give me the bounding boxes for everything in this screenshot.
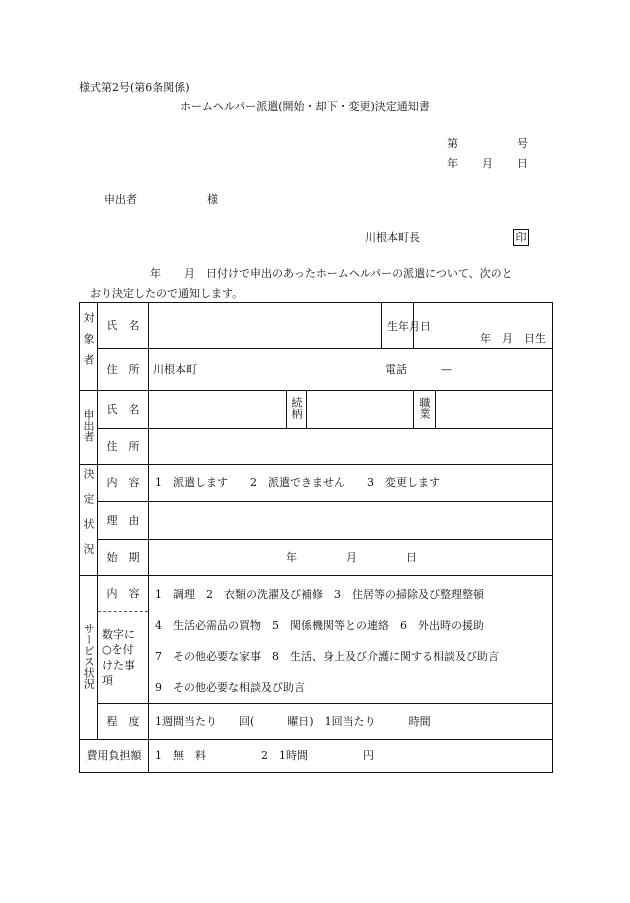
decision-options[interactable]: 1 派遣します 2 派遣できません 3 変更します [149,465,553,502]
birthdate-label: 生年月日 [387,320,431,333]
period-field[interactable] [149,540,553,576]
degree-field[interactable]: 1週間当たり 回( 曜日) 1回当たり 時間 [149,704,553,740]
seal-mark: 印 [513,229,529,246]
cost-label: 費用負担額 [80,740,149,773]
section-service-text: サービス状況 [82,622,96,689]
section-decision [80,465,98,576]
phone-dash: — [441,363,452,376]
applicant-name-field[interactable] [149,391,287,429]
relation-label-text: 続柄 [290,396,303,419]
occupation-label-text: 職業 [418,396,432,419]
target-address-field[interactable] [149,349,553,391]
degree-label: 程 度 [98,704,149,740]
date-year: 年 [447,157,458,170]
decision-form-table [79,302,553,773]
service-content-label: 内 容 [98,576,149,612]
doc-number-go: 号 [517,137,528,150]
applicant-name-label: 氏 名 [98,391,149,429]
relation-label [287,391,307,429]
reason-label: 理 由 [98,502,149,540]
birthdate-field[interactable] [414,303,553,349]
period-month: 月 [346,551,357,564]
service-line-1: 1 調理 2 衣類の洗濯及び補修 3 住居等の掃除及び整理整頓 [155,588,484,601]
occupation-field[interactable] [436,391,553,429]
service-line-2: 4 生活必需品の買物 5 関係機関等との連絡 6 外出時の援助 [155,619,484,632]
birthdate-divider [381,303,382,348]
service-line-3: 7 その他必要な家事 8 生活、身上及び介護に関する相談及び助言 [155,650,499,663]
addressee-label: 申出者 [104,193,137,206]
decision-content-label: 内 容 [98,465,149,502]
service-items[interactable] [149,576,553,704]
doc-number-dai: 第 [447,137,458,150]
occupation-label [414,391,436,429]
section-service [80,576,98,740]
form-number: 様式第2号(第6条関係) [79,81,190,94]
section-decision-text: 決定状況 [82,468,95,569]
address-value: 川根本町 [153,363,197,376]
section-applicant [80,391,98,465]
phone-label: 電話 [385,363,407,376]
date-day: 日 [517,157,528,170]
addressee-sama: 様 [207,193,218,206]
circle-note-label [98,612,149,704]
target-name-label: 氏 名 [98,303,149,349]
applicant-address-field[interactable] [149,429,553,465]
service-line-4: 9 その他必要な相談及び助言 [155,681,305,694]
intro-month: 月 [184,267,195,280]
relation-field[interactable] [307,391,414,429]
circle-note-text: 数字に○を付けた事項 [102,627,135,687]
reason-field[interactable] [149,502,553,540]
cost-field[interactable]: 1 無 料 2 1時間 円 [149,740,553,773]
target-name-field[interactable] [149,303,431,349]
target-address-label: 住 所 [98,349,149,391]
issuer-name: 川根本町長 [365,231,420,244]
date-month: 月 [482,157,493,170]
period-year: 年 [286,551,297,564]
intro-year: 年 [150,267,161,280]
section-target [80,303,98,391]
section-applicant-text: 申出者 [82,409,95,443]
applicant-address-label: 住 所 [98,429,149,465]
intro-text-1: 日付けで申出のあったホームヘルパーの派遣について、次のと [206,267,513,280]
intro-text-2: おり決定したので通知します。 [90,287,244,300]
period-label: 始 期 [98,540,149,576]
birthdate-value: 年 月 日生 [480,332,547,345]
section-target-text: 対象者 [82,311,95,375]
document-title: ホームヘルパー派遣(開始・却下・変更)決定通知書 [180,100,430,113]
period-day: 日 [406,551,417,564]
